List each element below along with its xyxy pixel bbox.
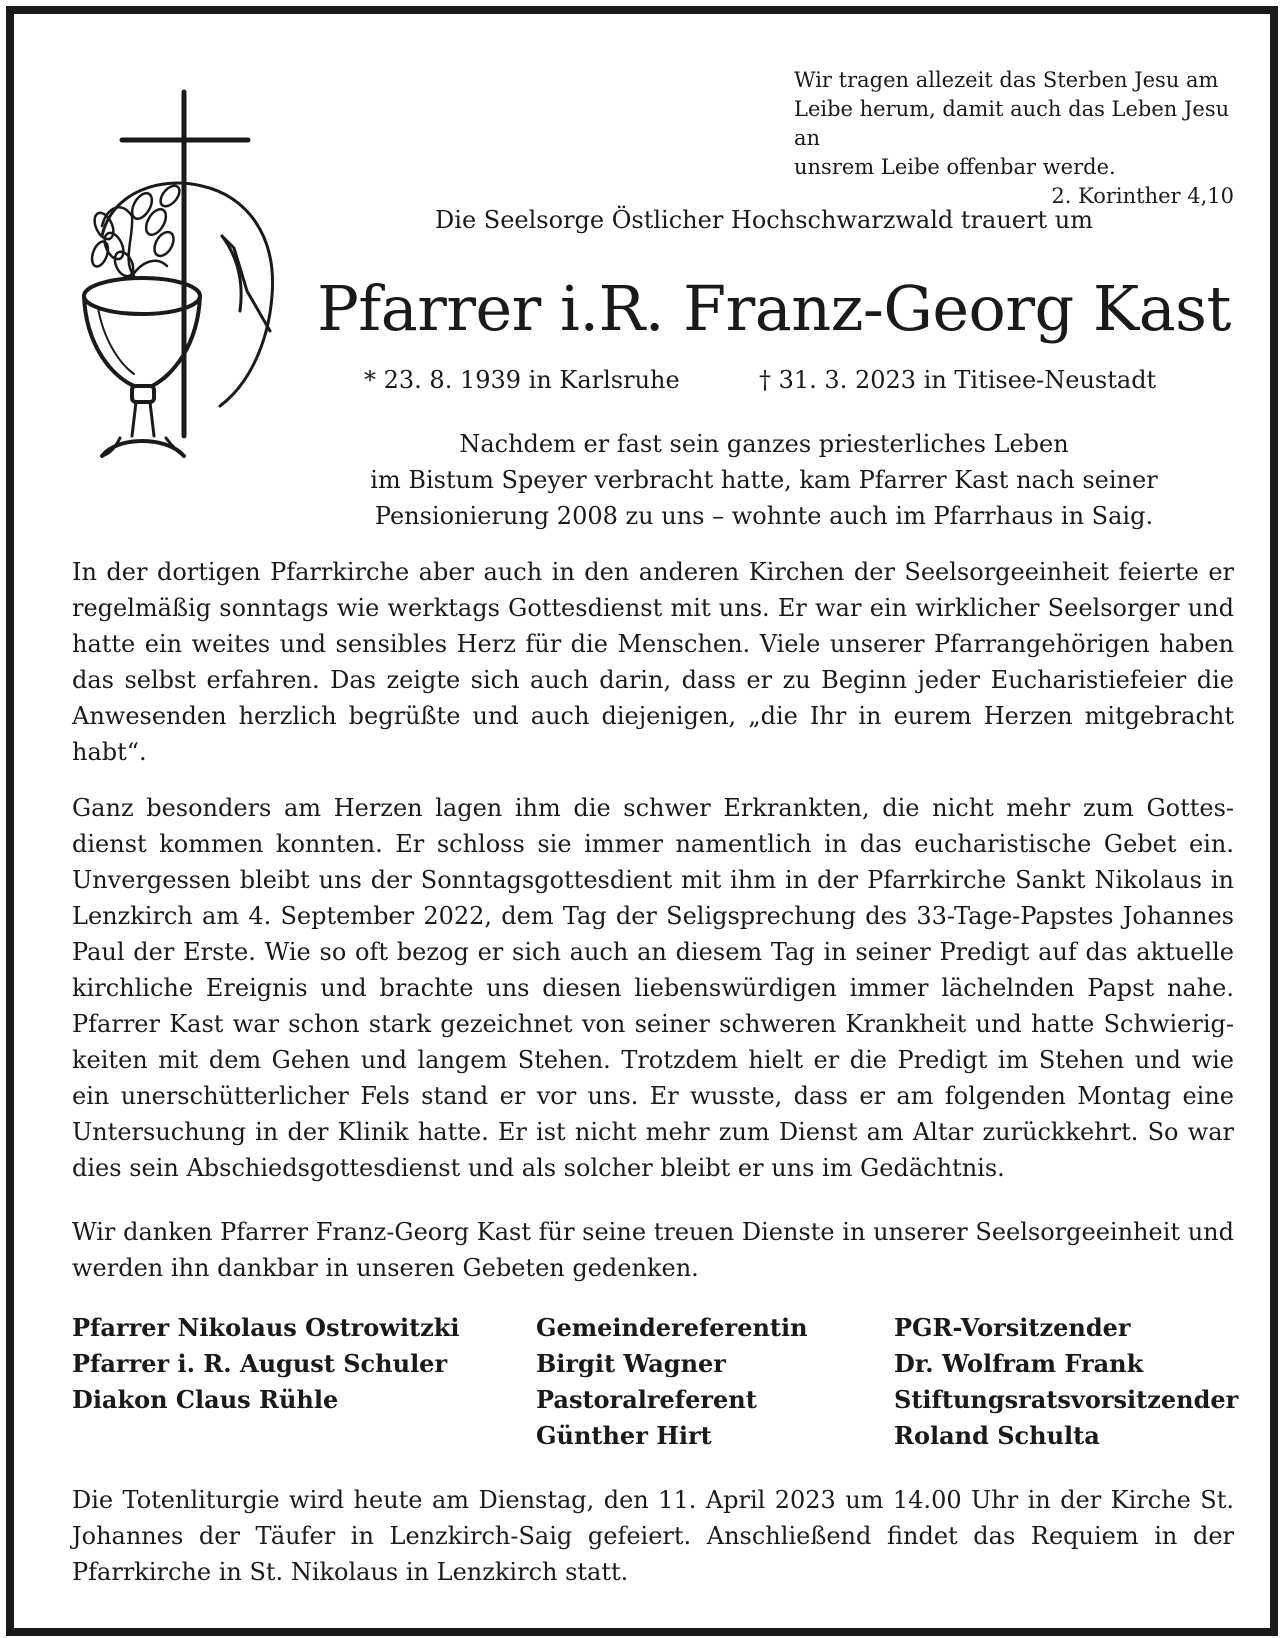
signature-column-1: [72, 1310, 532, 1418]
paragraph-service: In der dortigen Pfarrkirche aber auch in den anderen Kirchen der Seelsorgeeinheit feierte er regelmäßig sonntags wie werktags Gottesdienst mit uns. Er war ein wirklicher Seelsorger und hatte ein weites und sensibles Herz für die Menschen. Viele unserer Pfarrangehörigen haben das selbst erfahren. Das zeigte sich auch darin, dass er zu Beginn jeder Eucharistiefeier die Anwesenden herzlich begrüßte und auch diejenigen, „die Ihr in eurem Herzen mitgebracht habt“.: [72, 558, 1234, 766]
intro-line: Die Seelsorge Östlicher Hochschwarzwald trauert um: [435, 206, 1093, 234]
lead-line: Pensionierung 2008 zu uns – wohnte auch im Pfarrhaus in Saig.: [374, 502, 1154, 530]
death-date: † 31. 3. 2023 in Titisee-Neustadt: [759, 366, 1157, 394]
funeral-notice: Die Totenliturgie wird heute am Dienstag, den 11. April 2023 um 14.00 Uhr in der Kirche St. Johannes der Täufer in Lenzkirch-Saig gefeiert. Anschließend findet das Requiem in der Pfarrkirche in St. Nikolaus in Lenzkirch statt.: [72, 1486, 1234, 1586]
signature-line: Roland Schulta: [894, 1421, 1100, 1450]
signature-line: Pastoralreferent: [536, 1385, 757, 1414]
signature-line: Günther Hirt: [536, 1421, 712, 1450]
birth-date: * 23. 8. 1939 in Karlsruhe: [364, 366, 680, 394]
bible-quote: [794, 66, 1234, 211]
signature-column-3: [894, 1310, 1244, 1454]
obituary-frame: [6, 6, 1278, 1636]
quote-line: unsrem Leibe offenbar werde.: [794, 155, 1116, 179]
paragraph-illness: Ganz besonders am Herzen lagen ihm die schwer Erkrankten, die nicht mehr zum Gottes-dienst kommen konnten. Er schloss sie immer namentlich in das eucharistische Gebet ein. Unvergessen bleibt uns der Sonntagsgottesdient mit ihm in der Pfarrkirche Sankt Nikolaus in Lenzkirch am 4. September 2022, dem Tag der Seligsprechung des 33-Tage-Papstes Johannes Paul der Erste. Wie so oft bezog er sich auch an diesem Tag in seiner Predigt auf das aktuelle kirchliche Ereignis und brachte uns diesen liebenswürdigen immer lächelnden Papst nahe. Pfarrer Kast war schon stark gezeichnet von seiner schweren Krankheit und hatte Schwierig-keiten mit dem Gehen und langem Stehen. Trotzdem hielt er die Predigt im Stehen und wie ein unerschütterlicher Fels stand er vor uns. Er wusste, dass er am folgenden Montag eine Untersuchung in der Klinik hatte. Er ist nicht mehr zum Dienst am Altar zurückkehrt. So war dies sein Abschiedsgottesdienst und als solcher bleibt er uns im Gedächtnis.: [72, 794, 1234, 1182]
paragraph-thanks: Wir danken Pfarrer Franz-Georg Kast für seine treuen Dienste in unserer Seelsorgeeinheit und werden ihn dankbar in unseren Gebeten gedenken.: [72, 1218, 1234, 1282]
cross-chalice-wheat-icon: [72, 86, 294, 486]
signature-line: Dr. Wolfram Frank: [894, 1349, 1144, 1378]
signature-line: Stiftungsratsvorsitzender: [894, 1385, 1239, 1414]
signature-column-2: [536, 1310, 896, 1454]
signature-line: Pfarrer Nikolaus Ostrowitzki: [72, 1313, 460, 1342]
lead-line: Nachdem er fast sein ganzes priesterliches Leben: [459, 430, 1069, 458]
signature-line: Diakon Claus Rühle: [72, 1385, 339, 1414]
quote-line: Leibe herum, damit auch das Leben Jesu an: [794, 97, 1230, 150]
lead-text: [314, 426, 1214, 534]
lead-line: im Bistum Speyer verbracht hatte, kam Pfarrer Kast nach seiner: [370, 466, 1158, 494]
signature-line: Birgit Wagner: [536, 1349, 726, 1378]
signature-line: Pfarrer i. R. August Schuler: [72, 1349, 448, 1378]
signature-line: Gemeindereferentin: [536, 1313, 808, 1342]
quote-line: Wir tragen allezeit das Sterben Jesu am: [794, 68, 1219, 92]
quote-source: 2. Korinther 4,10: [1051, 184, 1234, 208]
signature-line: PGR-Vorsitzender: [894, 1313, 1131, 1342]
deceased-name: Pfarrer i.R. Franz-Georg Kast: [317, 272, 1231, 345]
